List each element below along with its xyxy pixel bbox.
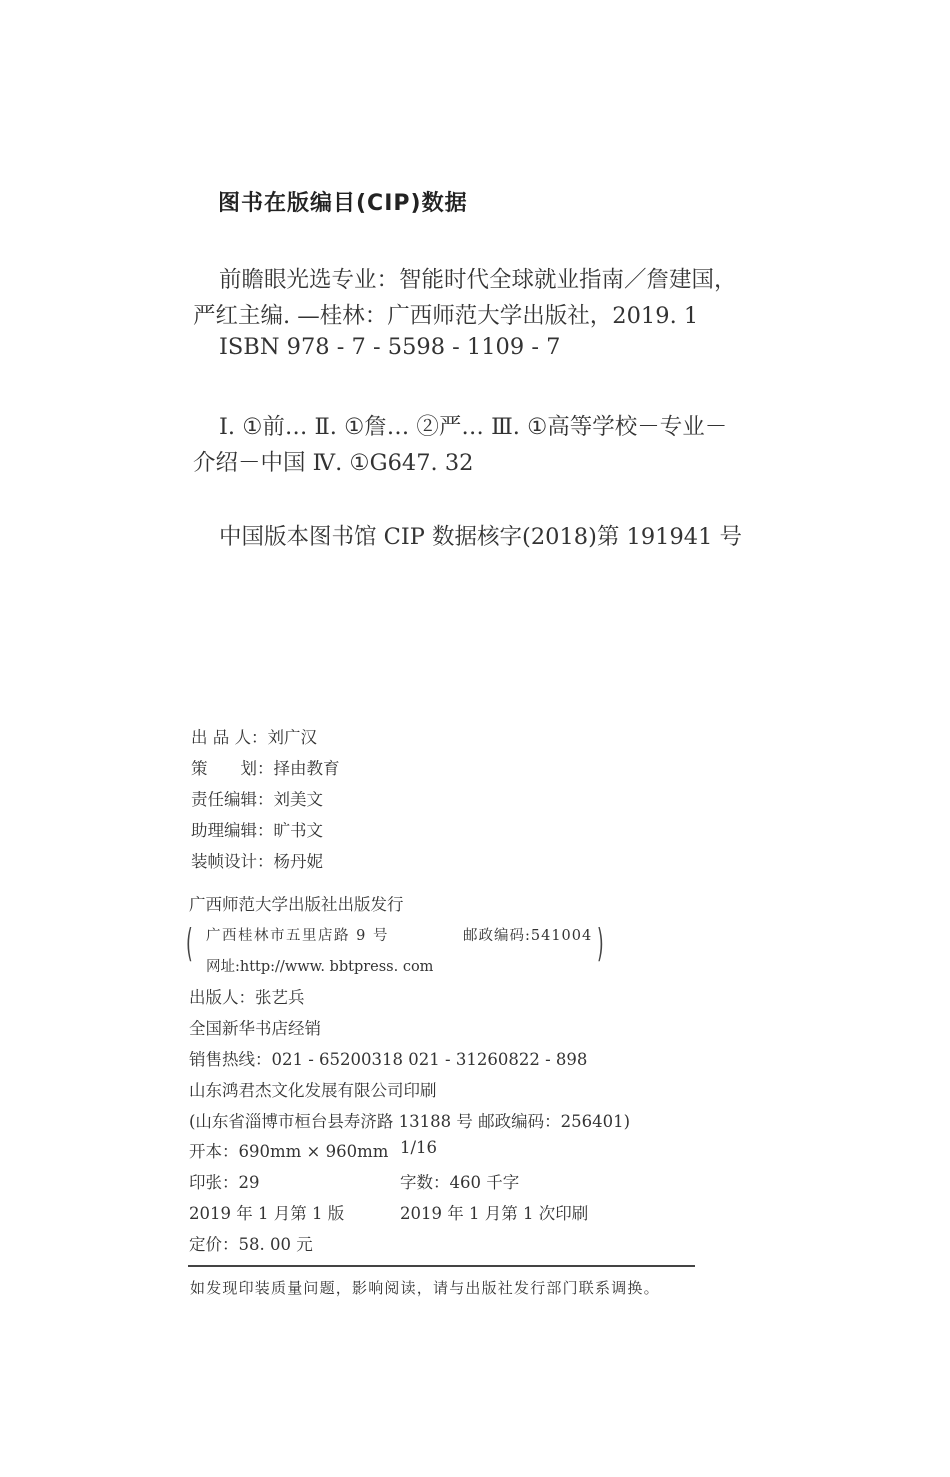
credit-value: 择由教育 xyxy=(273,759,340,778)
publisher-website: 网址:http://www. bbtpress. com xyxy=(206,959,434,975)
credit-assistant-editor xyxy=(191,817,323,841)
spec-edition: 2019 年 1 月第 1 版 xyxy=(189,1204,345,1223)
spec-format: 开本：690mm × 960mm xyxy=(189,1142,389,1161)
printer-address: (山东省淄博市桓台县寿济路 13188 号 邮政编码：256401) xyxy=(189,1112,631,1131)
credit-label: 责任编辑： xyxy=(191,790,274,809)
credit-editor xyxy=(191,786,323,810)
credit-value: 刘广汉 xyxy=(267,728,317,747)
sales-hotline: 销售热线：021 - 65200318 021 - 31260822 - 898 xyxy=(189,1050,588,1069)
credit-value: 旷书文 xyxy=(273,821,323,840)
publisher-address: 广西桂林市五里店路 9 号 xyxy=(206,928,389,944)
cip-line-2: 严红主编. —桂林：广西师范大学出版社，2019. 1 xyxy=(193,303,699,329)
spec-sheets: 印张：29 xyxy=(189,1173,260,1192)
printer: 山东鸿君杰文化发展有限公司印刷 xyxy=(189,1081,437,1100)
publisher-person: 出版人：张艺兵 xyxy=(189,988,305,1007)
cip-line-1: 前瞻眼光选专业：智能时代全球就业指南／詹建国， xyxy=(219,267,737,293)
cip-record-number: 中国版本图书馆 CIP 数据核字(2018)第 191941 号 xyxy=(219,524,743,550)
quality-notice: 如发现印装质量问题，影响阅读，请与出版社发行部门联系调换。 xyxy=(190,1279,660,1297)
credit-value: 刘美文 xyxy=(273,790,323,809)
credit-planner xyxy=(191,755,340,779)
cip-classification-1: Ⅰ. ①前… Ⅱ. ①詹… ②严… Ⅲ. ①高等学校－专业－ xyxy=(219,414,728,440)
divider-rule xyxy=(188,1265,695,1267)
cip-heading: 图书在版编目(CIP)数据 xyxy=(218,191,468,216)
cip-classification-2: 介绍－中国 Ⅳ. ①G647. 32 xyxy=(193,450,474,476)
credit-value: 杨丹妮 xyxy=(273,852,323,871)
credit-label: 助理编辑： xyxy=(191,821,274,840)
spec-printing: 2019 年 1 月第 1 次印刷 xyxy=(400,1204,589,1223)
credit-producer xyxy=(191,724,317,748)
credit-label: 装帧设计： xyxy=(191,852,274,871)
spec-words: 字数：460 千字 xyxy=(400,1173,520,1192)
right-parenthesis: ) xyxy=(597,921,604,965)
distribution: 全国新华书店经销 xyxy=(189,1019,321,1038)
left-parenthesis: ( xyxy=(186,921,193,965)
publisher-line: 广西师范大学出版社出版发行 xyxy=(189,895,404,914)
credit-designer xyxy=(191,848,323,872)
spec-fold: 1/16 xyxy=(400,1138,438,1157)
cip-isbn: ISBN 978 - 7 - 5598 - 1109 - 7 xyxy=(219,334,561,360)
publisher-postcode: 邮政编码:541004 xyxy=(463,928,593,944)
credit-label: 出 品 人： xyxy=(191,728,268,747)
credit-label: 策 划： xyxy=(191,759,274,778)
spec-price: 定价：58. 00 元 xyxy=(189,1235,313,1254)
